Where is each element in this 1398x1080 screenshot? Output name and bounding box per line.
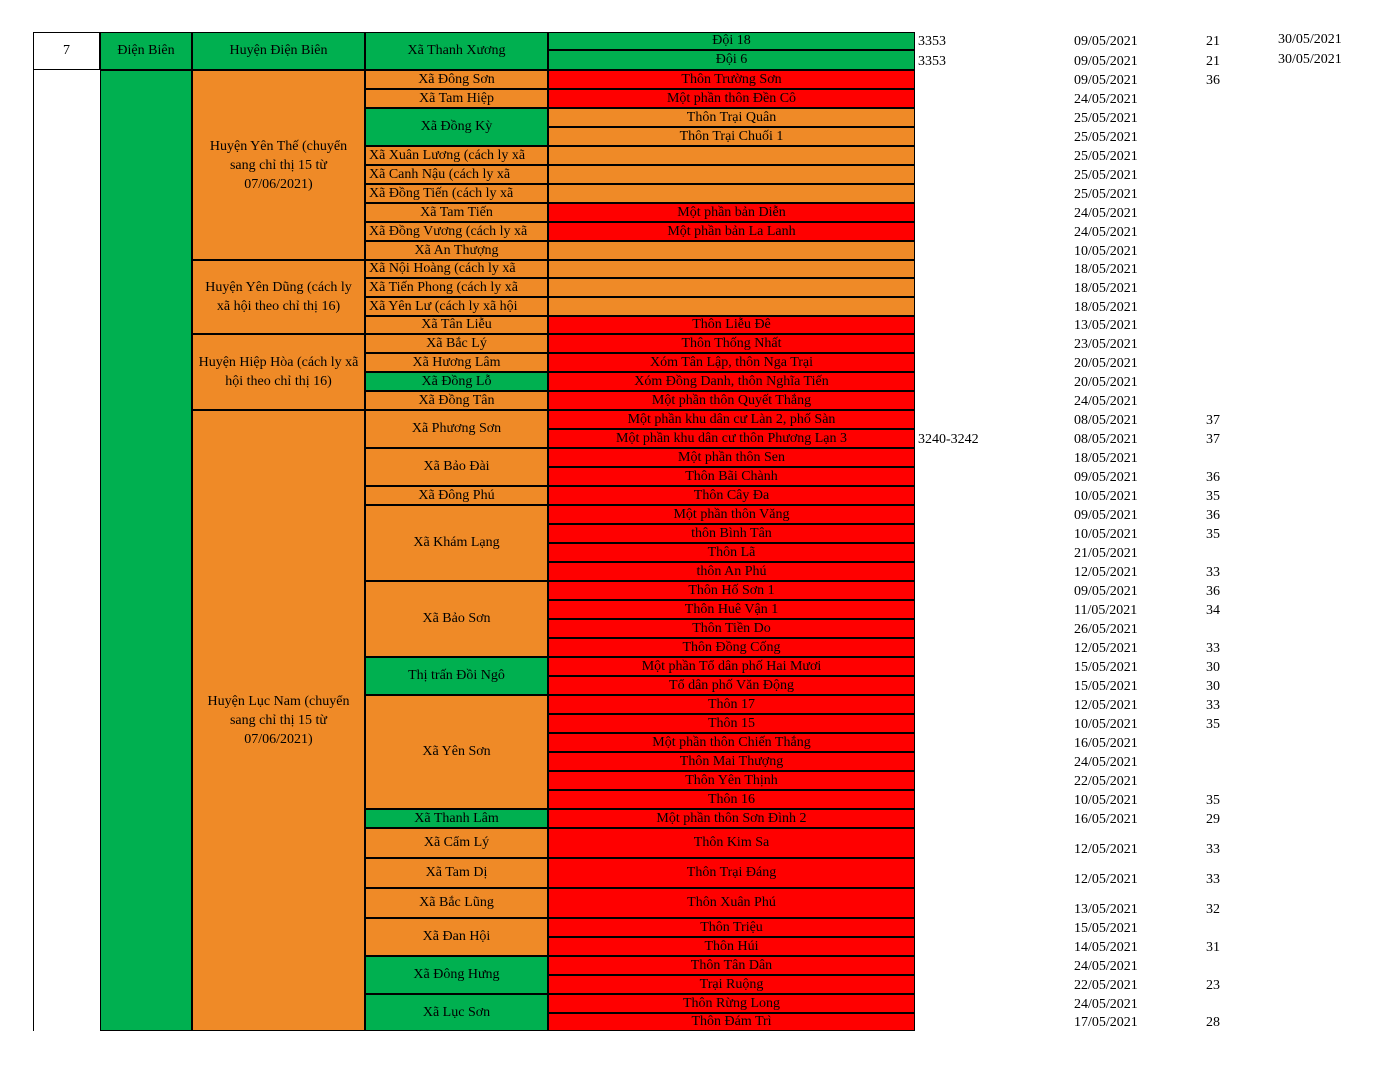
date-value: 15/05/2021 bbox=[1074, 679, 1138, 694]
area-cell bbox=[548, 297, 915, 316]
commune-cell: Xã Tiến Phong (cách ly xã bbox=[365, 278, 548, 297]
commune-cell: Xã Bảo Đài bbox=[365, 448, 548, 486]
area-cell: Một phần thôn Quyết Thắng bbox=[548, 391, 915, 410]
date-value: 10/05/2021 bbox=[1074, 527, 1138, 542]
date-value: 09/05/2021 bbox=[1074, 508, 1138, 523]
date-value: 12/05/2021 bbox=[1074, 565, 1138, 580]
count-value: 33 bbox=[1206, 641, 1220, 656]
date-value: 24/05/2021 bbox=[1074, 206, 1138, 221]
commune-cell: Xã Đông Phú bbox=[365, 486, 548, 505]
code-value: 3353 bbox=[918, 54, 946, 69]
commune-cell: Xã Đồng Tân bbox=[365, 391, 548, 410]
area-cell: Thôn 17 bbox=[548, 695, 915, 714]
count-value: 33 bbox=[1206, 698, 1220, 713]
commune-cell: Xã Lục Sơn bbox=[365, 994, 548, 1031]
count-value: 35 bbox=[1206, 489, 1220, 504]
district-cell: Huyện Yên Thế (chuyển sang chỉ thị 15 từ 07/06/2021) bbox=[192, 70, 365, 260]
date-value: 12/05/2021 bbox=[1074, 872, 1138, 887]
date-value: 21/05/2021 bbox=[1074, 546, 1138, 561]
commune-cell: Xã Đồng Tiến (cách ly xã bbox=[365, 184, 548, 203]
date-value: 09/05/2021 bbox=[1074, 34, 1138, 49]
area-cell: Một phần bản Diễn bbox=[548, 203, 915, 222]
count-value: 33 bbox=[1206, 842, 1220, 857]
date-value: 13/05/2021 bbox=[1074, 902, 1138, 917]
date-value: 22/05/2021 bbox=[1074, 774, 1138, 789]
area-cell: Một phần Tổ dân phố Hai Mươi bbox=[548, 657, 915, 676]
count-value: 30 bbox=[1206, 679, 1220, 694]
count-value: 35 bbox=[1206, 717, 1220, 732]
date-value: 22/05/2021 bbox=[1074, 978, 1138, 993]
stt-left-border bbox=[33, 70, 34, 1031]
date-value: 25/05/2021 bbox=[1074, 168, 1138, 183]
date-value: 10/05/2021 bbox=[1074, 793, 1138, 808]
area-cell: Thôn Trại Quân bbox=[548, 108, 915, 127]
area-cell: thôn An Phú bbox=[548, 562, 915, 581]
area-cell: Thôn Triệu bbox=[548, 918, 915, 937]
area-cell: Thôn Tiền Do bbox=[548, 619, 915, 638]
area-cell: Thôn Liễu Đê bbox=[548, 316, 915, 334]
area-cell: Một phần bản La Lanh bbox=[548, 222, 915, 241]
area-cell: Xóm Đồng Danh, thôn Nghĩa Tiến bbox=[548, 372, 915, 391]
district-cell: Huyện Điện Biên bbox=[192, 32, 365, 70]
count-value: 31 bbox=[1206, 940, 1220, 955]
stt-cell: 7 bbox=[33, 32, 100, 70]
commune-cell: Xã Tân Liễu bbox=[365, 316, 548, 334]
date-value: 17/05/2021 bbox=[1074, 1015, 1138, 1030]
date-value: 23/05/2021 bbox=[1074, 337, 1138, 352]
date-value: 10/05/2021 bbox=[1074, 717, 1138, 732]
area-cell: Một phần thôn Văng bbox=[548, 505, 915, 524]
commune-cell: Xã Cẩm Lý bbox=[365, 828, 548, 858]
date-value: 08/05/2021 bbox=[1074, 413, 1138, 428]
commune-cell: Xã Bắc Lũng bbox=[365, 888, 548, 918]
area-cell: Đội 18 bbox=[548, 32, 915, 50]
area-cell: Thôn Tân Dân bbox=[548, 956, 915, 975]
area-cell: Thôn Rừng Long bbox=[548, 994, 915, 1013]
date-value: 24/05/2021 bbox=[1074, 225, 1138, 240]
count-value: 36 bbox=[1206, 73, 1220, 88]
area-cell: Thôn Lã bbox=[548, 543, 915, 562]
count-value: 37 bbox=[1206, 432, 1220, 447]
code-value: 3240-3242 bbox=[918, 432, 979, 447]
commune-cell: Xã Phương Sơn bbox=[365, 410, 548, 448]
area-cell: Một phần thôn Sen bbox=[548, 448, 915, 467]
area-cell: Đội 6 bbox=[548, 50, 915, 70]
area-cell bbox=[548, 184, 915, 203]
date-value: 24/05/2021 bbox=[1074, 997, 1138, 1012]
date-value: 12/05/2021 bbox=[1074, 842, 1138, 857]
date-value: 24/05/2021 bbox=[1074, 959, 1138, 974]
commune-cell: Xã Đồng Kỳ bbox=[365, 108, 548, 146]
commune-cell: Xã Đồng Vương (cách ly xã bbox=[365, 222, 548, 241]
commune-cell: Xã Hương Lâm bbox=[365, 353, 548, 372]
count-value: 23 bbox=[1206, 978, 1220, 993]
area-cell: Một phần thôn Chiến Thắng bbox=[548, 733, 915, 752]
count-value: 21 bbox=[1206, 54, 1220, 69]
commune-cell: Xã Tam Tiến bbox=[365, 203, 548, 222]
date-value: 18/05/2021 bbox=[1074, 281, 1138, 296]
date-value: 18/05/2021 bbox=[1074, 451, 1138, 466]
district-cell: Huyện Yên Dũng (cách ly xã hội theo chỉ thị 16) bbox=[192, 260, 365, 334]
date-value: 10/05/2021 bbox=[1074, 489, 1138, 504]
date-value: 24/05/2021 bbox=[1074, 92, 1138, 107]
date-value: 15/05/2021 bbox=[1074, 921, 1138, 936]
area-cell: Thôn Húi bbox=[548, 937, 915, 956]
area-cell: Thôn Huê Vận 1 bbox=[548, 600, 915, 619]
date-value: 10/05/2021 bbox=[1074, 244, 1138, 259]
date-value: 15/05/2021 bbox=[1074, 660, 1138, 675]
province-cell: Điện Biên bbox=[100, 32, 192, 70]
area-cell bbox=[548, 165, 915, 184]
count-value: 29 bbox=[1206, 812, 1220, 827]
count-value: 34 bbox=[1206, 603, 1220, 618]
date-value: 25/05/2021 bbox=[1074, 187, 1138, 202]
commune-cell: Xã An Thượng bbox=[365, 241, 548, 260]
area-cell bbox=[548, 241, 915, 260]
commune-cell: Xã Thanh Xương bbox=[365, 32, 548, 70]
date-value: 24/05/2021 bbox=[1074, 755, 1138, 770]
area-cell: thôn Bình Tân bbox=[548, 524, 915, 543]
count-value: 21 bbox=[1206, 34, 1220, 49]
commune-cell: Xã Bảo Sơn bbox=[365, 581, 548, 657]
code-value: 3353 bbox=[918, 34, 946, 49]
count-value: 32 bbox=[1206, 902, 1220, 917]
commune-cell: Xã Yên Lư (cách ly xã hội bbox=[365, 297, 548, 316]
area-cell: Thôn Đám Trì bbox=[548, 1013, 915, 1031]
date-value: 20/05/2021 bbox=[1074, 356, 1138, 371]
date-value: 18/05/2021 bbox=[1074, 300, 1138, 315]
area-cell: Thôn Trại Đáng bbox=[548, 858, 915, 888]
commune-cell: Xã Tam Hiệp bbox=[365, 89, 548, 108]
commune-cell: Xã Khám Lạng bbox=[365, 505, 548, 581]
commune-cell: Xã Đông Sơn bbox=[365, 70, 548, 89]
area-cell: Thôn Yên Thịnh bbox=[548, 771, 915, 790]
commune-cell: Xã Đồng Lỗ bbox=[365, 372, 548, 391]
end-date-value: 30/05/2021 bbox=[1278, 32, 1342, 47]
date-value: 18/05/2021 bbox=[1074, 262, 1138, 277]
area-cell: Thôn Hố Sơn 1 bbox=[548, 581, 915, 600]
area-cell: Thôn Cây Đa bbox=[548, 486, 915, 505]
area-cell: Thôn 16 bbox=[548, 790, 915, 809]
area-cell bbox=[548, 146, 915, 165]
count-value: 36 bbox=[1206, 508, 1220, 523]
date-value: 16/05/2021 bbox=[1074, 736, 1138, 751]
area-cell: Xóm Tân Lập, thôn Nga Trại bbox=[548, 353, 915, 372]
date-value: 12/05/2021 bbox=[1074, 698, 1138, 713]
date-value: 09/05/2021 bbox=[1074, 73, 1138, 88]
count-value: 33 bbox=[1206, 565, 1220, 580]
date-value: 12/05/2021 bbox=[1074, 641, 1138, 656]
area-cell: Thôn Trường Sơn bbox=[548, 70, 915, 89]
area-cell: Thôn Bãi Chành bbox=[548, 467, 915, 486]
area-cell: Thôn Thống Nhất bbox=[548, 334, 915, 353]
district-cell: Huyện Lục Nam (chuyển sang chỉ thị 15 từ 07/06/2021) bbox=[192, 410, 365, 1031]
area-cell: Thôn Đồng Cống bbox=[548, 638, 915, 657]
area-cell: Một phần khu dân cư thôn Phương Lạn 3 bbox=[548, 429, 915, 448]
area-cell bbox=[548, 278, 915, 297]
area-cell: Một phần thôn Sơn Đình 2 bbox=[548, 809, 915, 828]
area-cell: Một phần thôn Đền Cô bbox=[548, 89, 915, 108]
commune-cell: Xã Bắc Lý bbox=[365, 334, 548, 353]
date-value: 25/05/2021 bbox=[1074, 149, 1138, 164]
date-value: 14/05/2021 bbox=[1074, 940, 1138, 955]
date-value: 25/05/2021 bbox=[1074, 130, 1138, 145]
area-cell: Thôn Trại Chuối 1 bbox=[548, 127, 915, 146]
date-value: 09/05/2021 bbox=[1074, 54, 1138, 69]
commune-cell: Xã Xuân Lương (cách ly xã bbox=[365, 146, 548, 165]
area-cell: Thôn Kim Sa bbox=[548, 828, 915, 858]
commune-cell: Xã Thanh Lâm bbox=[365, 809, 548, 828]
date-value: 08/05/2021 bbox=[1074, 432, 1138, 447]
count-value: 36 bbox=[1206, 470, 1220, 485]
commune-cell: Xã Đông Hưng bbox=[365, 956, 548, 994]
date-value: 11/05/2021 bbox=[1074, 603, 1138, 618]
province-continuation-cell bbox=[100, 70, 192, 1031]
date-value: 16/05/2021 bbox=[1074, 812, 1138, 827]
date-value: 20/05/2021 bbox=[1074, 375, 1138, 390]
date-value: 26/05/2021 bbox=[1074, 622, 1138, 637]
commune-cell: Xã Đan Hội bbox=[365, 918, 548, 956]
commune-cell: Xã Canh Nậu (cách ly xã bbox=[365, 165, 548, 184]
date-value: 13/05/2021 bbox=[1074, 318, 1138, 333]
count-value: 30 bbox=[1206, 660, 1220, 675]
area-cell: Trại Ruộng bbox=[548, 975, 915, 994]
count-value: 33 bbox=[1206, 872, 1220, 887]
count-value: 28 bbox=[1206, 1015, 1220, 1030]
date-value: 25/05/2021 bbox=[1074, 111, 1138, 126]
district-cell: Huyện Hiệp Hòa (cách ly xã hội theo chỉ thị 16) bbox=[192, 334, 365, 410]
count-value: 35 bbox=[1206, 527, 1220, 542]
area-cell: Một phần khu dân cư Làn 2, phố Sàn bbox=[548, 410, 915, 429]
date-value: 09/05/2021 bbox=[1074, 470, 1138, 485]
date-value: 24/05/2021 bbox=[1074, 394, 1138, 409]
area-cell: Tổ dân phố Văn Động bbox=[548, 676, 915, 695]
date-value: 09/05/2021 bbox=[1074, 584, 1138, 599]
count-value: 36 bbox=[1206, 584, 1220, 599]
end-date-value: 30/05/2021 bbox=[1278, 52, 1342, 67]
commune-cell: Xã Nội Hoàng (cách ly xã bbox=[365, 260, 548, 278]
commune-cell: Xã Tam Dị bbox=[365, 858, 548, 888]
area-cell: Thôn Xuân Phú bbox=[548, 888, 915, 918]
area-cell: Thôn Mai Thượng bbox=[548, 752, 915, 771]
commune-cell: Xã Yên Sơn bbox=[365, 695, 548, 809]
area-cell bbox=[548, 260, 915, 278]
count-value: 35 bbox=[1206, 793, 1220, 808]
commune-cell: Thị trấn Đồi Ngô bbox=[365, 657, 548, 695]
count-value: 37 bbox=[1206, 413, 1220, 428]
area-cell: Thôn 15 bbox=[548, 714, 915, 733]
